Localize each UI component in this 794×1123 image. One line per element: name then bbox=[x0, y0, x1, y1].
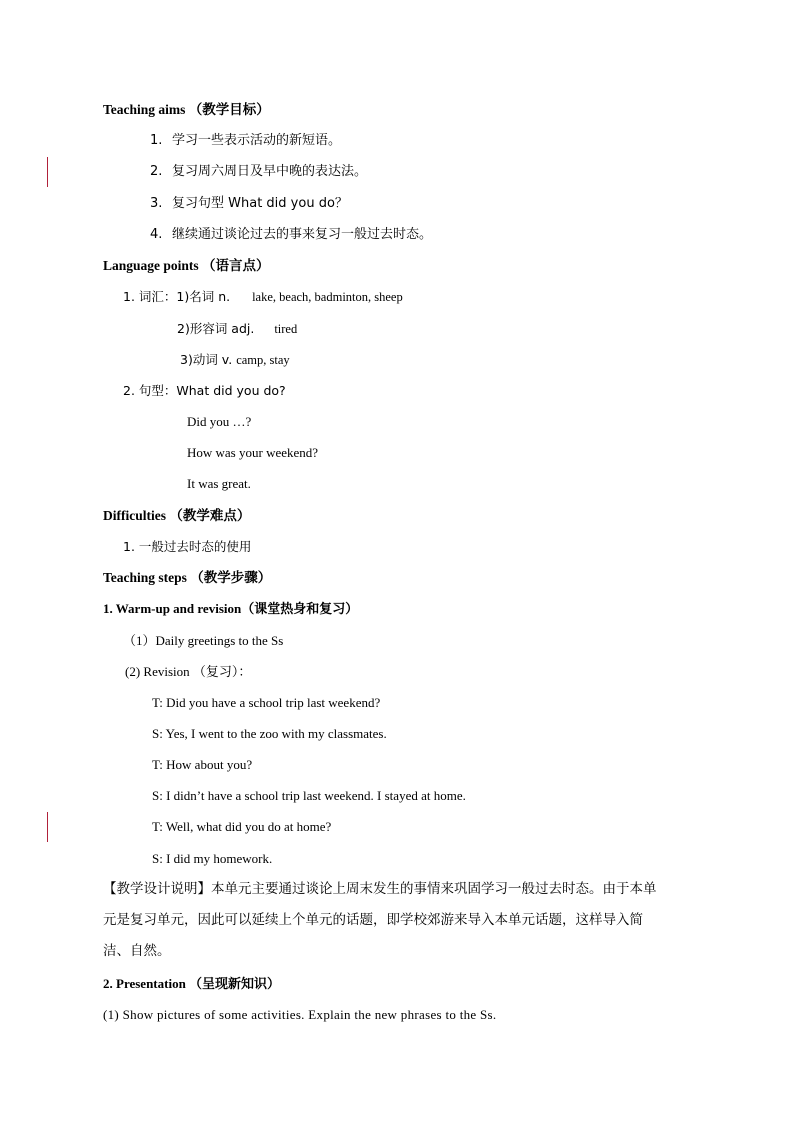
section-heading-difficulties: Difficulties （教学难点） bbox=[103, 508, 251, 523]
warmup-heading: 1. Warm-up and revision（课堂热身和复习） bbox=[103, 601, 359, 616]
sentence-pattern-label: 2. 句型：What did you do? bbox=[123, 383, 286, 398]
dialogue-line: S: Yes, I went to the zoo with my classmates. bbox=[152, 726, 387, 741]
dialogue-line: T: How about you? bbox=[152, 757, 253, 772]
section-heading-teaching-aims: Teaching aims （教学目标） bbox=[103, 102, 270, 117]
list-number: 4. bbox=[150, 227, 163, 242]
list-number: 2. bbox=[150, 164, 163, 179]
list-item bbox=[150, 133, 341, 149]
design-note-paragraph: 【教学设计说明】本单元主要通过谈论上周末发生的事情来巩固学习一般过去时态。由于本单元是复习单元，因此可以延续上个单元的话题，即学校郊游来导入本单元话题，这样导入简洁、自然。 bbox=[103, 881, 657, 959]
dialogue-line: S: I did my homework. bbox=[152, 851, 273, 866]
vocab-nouns: lake, beach, badminton, sheep bbox=[252, 290, 403, 304]
adj-words: tired bbox=[274, 322, 298, 336]
verb-label: 3)动词 v. bbox=[180, 352, 233, 367]
difficulty-item: 1. 一般过去时态的使用 bbox=[123, 539, 252, 554]
adj-line bbox=[177, 321, 297, 337]
list-text: 复习句型 What did you do？ bbox=[172, 196, 348, 211]
section-heading-language-points: Language points （语言点） bbox=[103, 258, 270, 273]
list-text: 复习周六周日及早中晚的表达法。 bbox=[172, 164, 368, 179]
sentence-pattern: Did you …? bbox=[187, 414, 252, 429]
verb-line bbox=[180, 352, 290, 368]
vocab-line bbox=[123, 289, 403, 305]
list-item bbox=[150, 227, 432, 243]
list-number: 3. bbox=[150, 196, 163, 211]
adj-label: 2)形容词 adj. bbox=[177, 321, 255, 336]
list-text: 继续通过谈论过去的事来复习一般过去时态。 bbox=[172, 227, 433, 242]
dialogue-line: S: I didn’t have a school trip last weekend. I stayed at home. bbox=[152, 788, 466, 803]
vocab-label: 1. 词汇：1)名词 n. bbox=[123, 289, 231, 304]
sentence-pattern: How was your weekend? bbox=[187, 445, 319, 460]
revision-mark bbox=[47, 157, 48, 187]
list-item bbox=[150, 196, 348, 212]
list-number: 1. bbox=[150, 133, 163, 148]
list-item bbox=[150, 164, 367, 180]
presentation-heading: 2. Presentation （呈现新知识） bbox=[103, 976, 281, 991]
revision-mark bbox=[47, 812, 48, 842]
greeting-item: （1）Daily greetings to the Ss bbox=[123, 633, 284, 648]
section-heading-teaching-steps: Teaching steps （教学步骤） bbox=[103, 570, 272, 585]
sentence-pattern: It was great. bbox=[187, 476, 251, 491]
verb-words: camp, stay bbox=[236, 353, 290, 367]
dialogue-line: T: Did you have a school trip last weekend? bbox=[152, 695, 381, 710]
list-text: 学习一些表示活动的新短语。 bbox=[172, 133, 342, 148]
revision-item: (2) Revision （复习）： bbox=[125, 664, 252, 679]
dialogue-line: T: Well, what did you do at home? bbox=[152, 819, 332, 834]
presentation-item: (1) Show pictures of some activities. Explain the new phrases to the Ss. bbox=[103, 1007, 497, 1022]
